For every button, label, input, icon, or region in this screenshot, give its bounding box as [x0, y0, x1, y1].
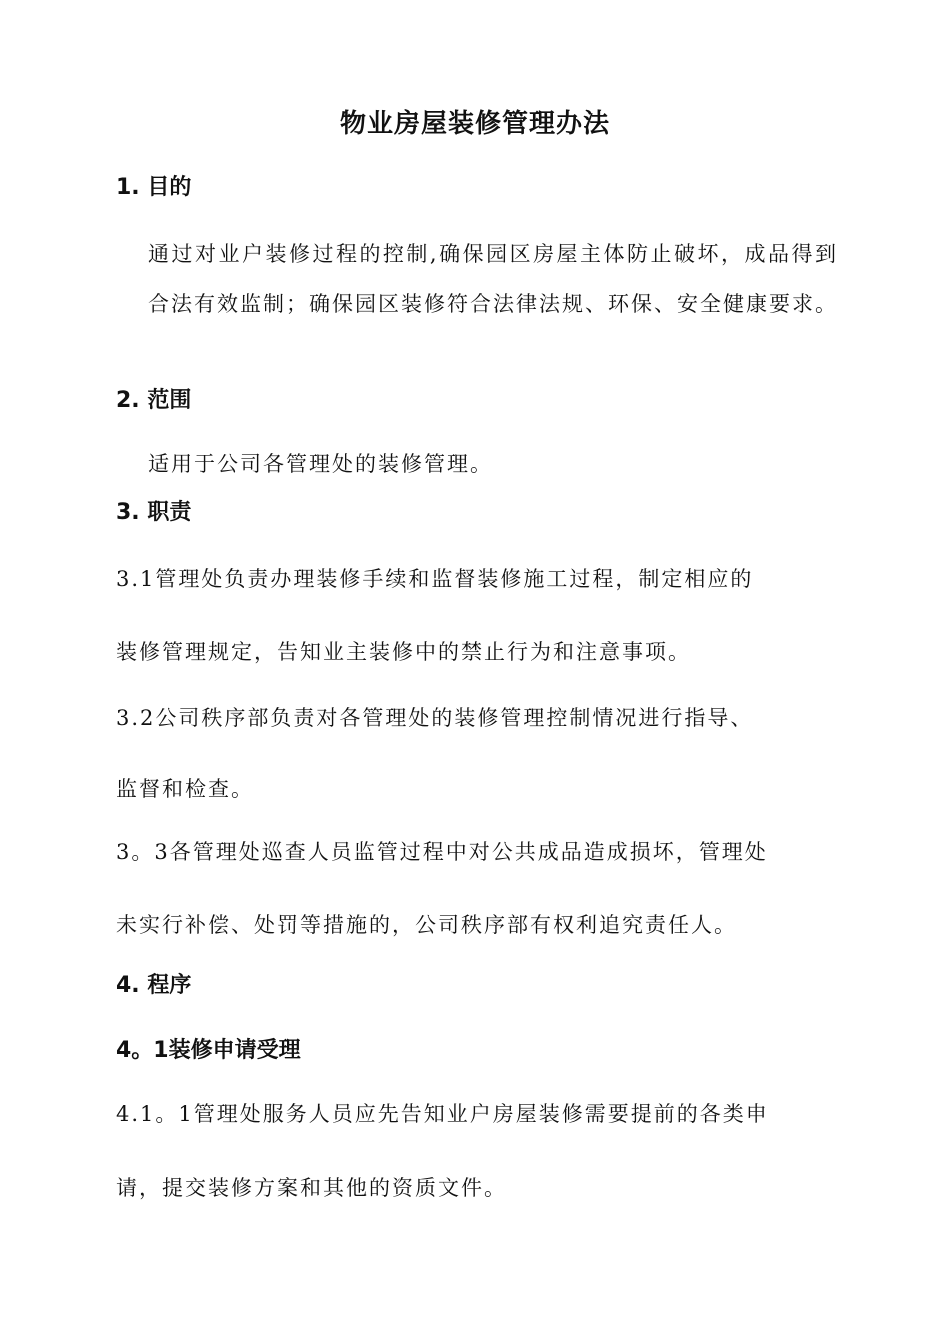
document-title: 物业房屋装修管理办法	[339, 109, 610, 139]
section-3-3-line-2: 未实行补偿、处罚等措施的，公司秩序部有权利追究责任人。	[116, 913, 737, 937]
section-4-1-heading: 4。1装修申请受理	[116, 1038, 301, 1063]
section-1-body: 通过对业户装修过程的控制,确保园区房屋主体防止破坏，成品得到合法有效监制；确保园区装修符合法律法规、环保、安全健康要求。	[148, 242, 838, 316]
section-3-2-line-2: 监督和检查。	[116, 777, 254, 801]
section-2-heading: 2. 范围	[116, 388, 192, 413]
section-1-heading: 1. 目的	[116, 175, 192, 200]
section-3-1-line-1: 3.1管理处负责办理装修手续和监督装修施工过程，制定相应的	[116, 567, 754, 591]
section-4-heading: 4. 程序	[116, 973, 192, 998]
section-3-2-line-1: 3.2公司秩序部负责对各管理处的装修管理控制情况进行指导、	[116, 706, 754, 730]
section-4-1-1-line-1: 4.1。1管理处服务人员应先告知业户房屋装修需要提前的各类申	[116, 1102, 769, 1126]
section-2-body: 适用于公司各管理处的装修管理。	[148, 452, 493, 476]
section-3-1-line-2: 装修管理规定，告知业主装修中的禁止行为和注意事项。	[116, 640, 691, 664]
section-3-heading: 3. 职责	[116, 500, 192, 525]
section-3-3-line-1: 3。3各管理处巡查人员监管过程中对公共成品造成损坏，管理处	[116, 840, 768, 864]
section-4-1-1-line-2: 请，提交装修方案和其他的资质文件。	[116, 1176, 507, 1200]
